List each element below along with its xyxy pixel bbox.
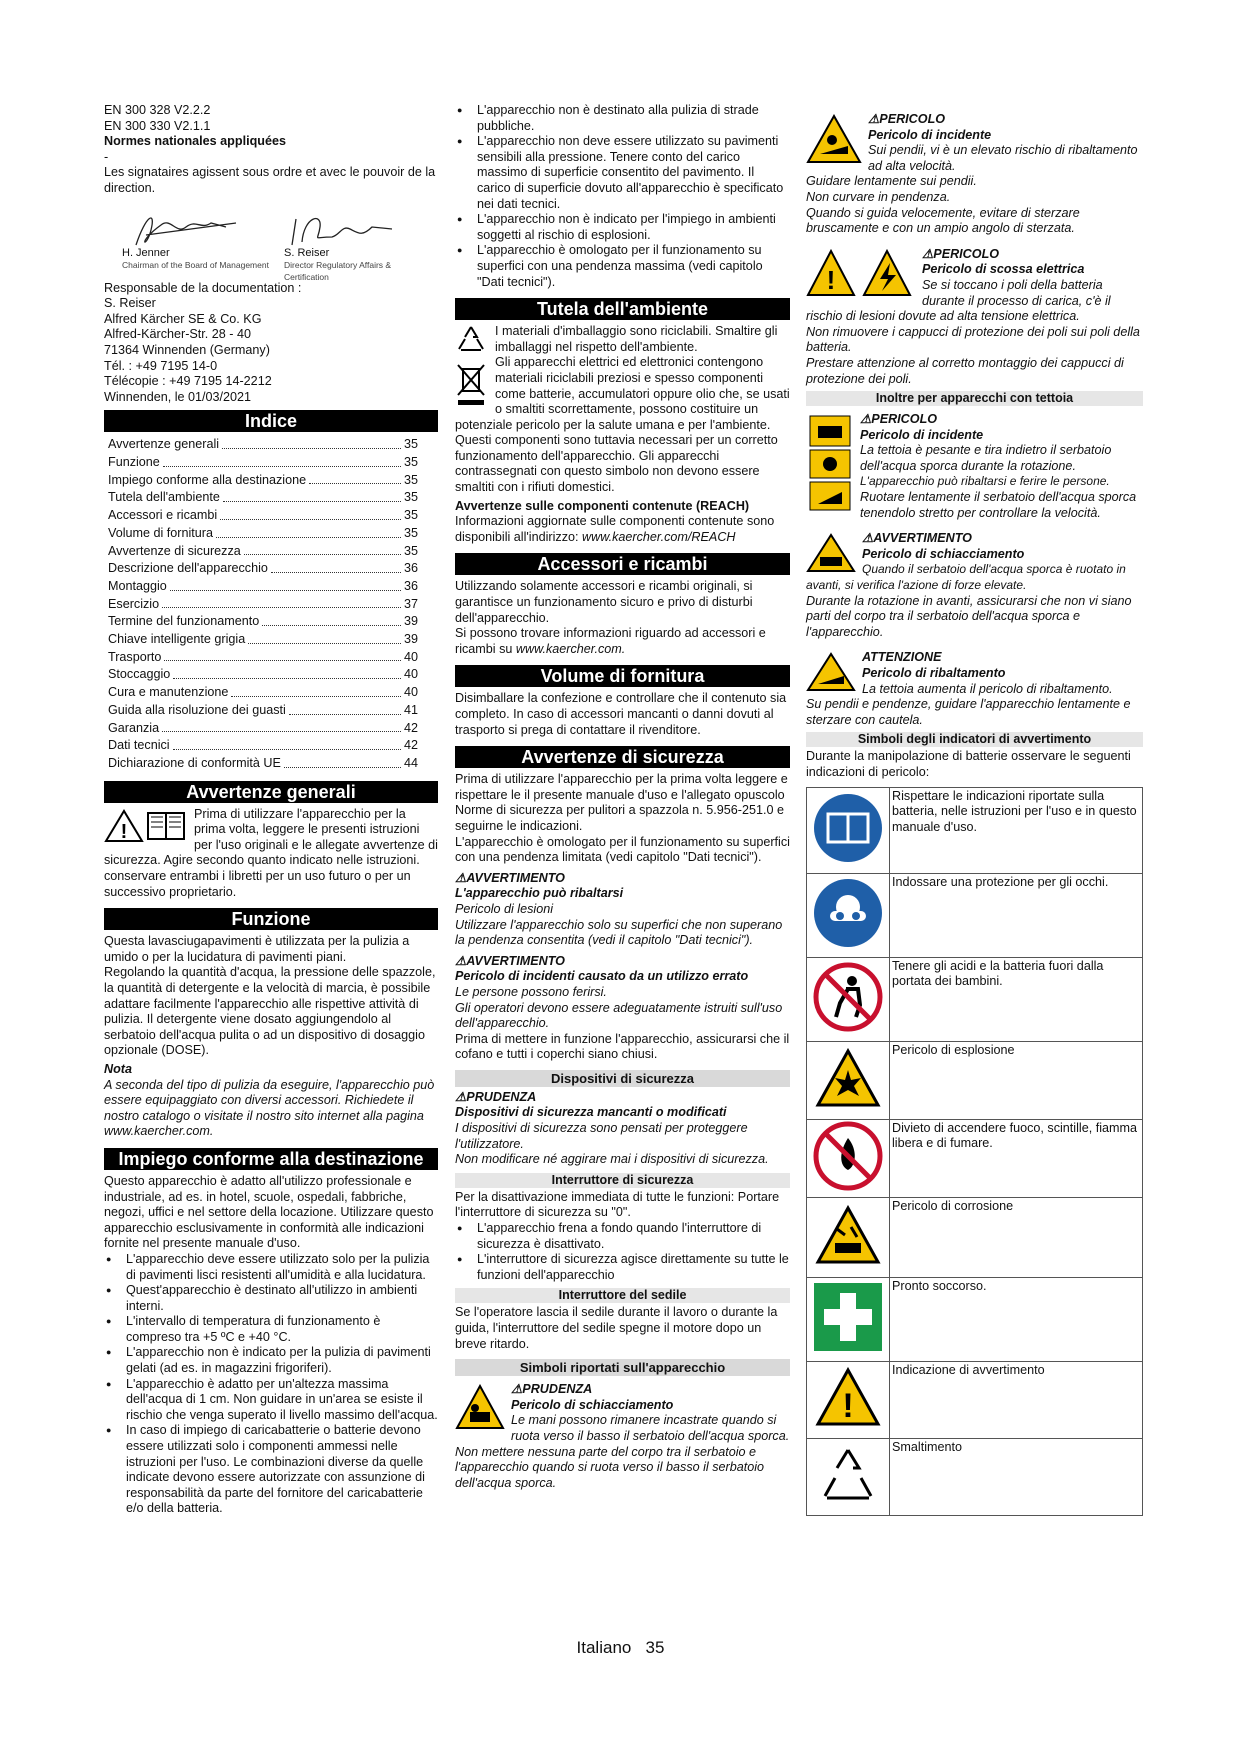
list-item: ● L'intervallo di temperatura di funzionamento è compreso tra +5 ºC e +40 °C.: [126, 1314, 438, 1345]
corrosion-icon: [815, 1205, 881, 1265]
avvertimento-block: [806, 531, 1143, 640]
reach-link[interactable]: www.kaercher.com/REACH: [582, 529, 736, 544]
table-row: [807, 1361, 1143, 1438]
table-cell: Rispettare le indicazioni riportate sulla batteria, nelle istruzioni per l'uso e in questo manuale d'uso.: [890, 787, 1143, 873]
toc-row[interactable]: [108, 702, 418, 720]
warning-text: Sui pendii, vi è un elevato rischio di ribaltamento ad alta velocità.: [868, 143, 1138, 173]
toc-page: 36: [403, 578, 418, 593]
toc-label: Accessori e ricambi: [108, 508, 218, 523]
warning-label: ⚠AVVERTIMENTO: [455, 870, 565, 885]
warning-title: Pericolo di incidente: [860, 427, 984, 442]
toc-row[interactable]: [108, 631, 418, 649]
avvertenze-generali-text2: conservare entrambi i libretti per un uso futuro o per un successivo proprietario.: [104, 869, 411, 899]
eye-protection-icon: [812, 877, 884, 949]
simboli-indicatori-heading: Simboli degli indicatori di avvertimento: [806, 732, 1143, 747]
funzione-heading: Funzione: [104, 908, 438, 930]
address-line: Tél. : +49 7195 14-0: [104, 358, 218, 373]
toc-label: Impiego conforme alla destinazione: [108, 472, 307, 487]
toc-row[interactable]: [108, 596, 418, 614]
toc-label: Termine del funzionamento: [108, 614, 260, 629]
interruttore-heading: Interruttore di sicurezza: [455, 1173, 790, 1188]
reach-text: Informazioni aggiornate sulle componenti contenute sono disponibili all'indirizzo: www.kaercher.com/REACH: [455, 514, 775, 544]
impiego-heading: Impiego conforme alla destinazione: [104, 1148, 438, 1170]
tipping-hazard-icon: [806, 114, 862, 164]
attenzione-block: [806, 650, 1143, 728]
sig2-name: S. Reiser: [284, 246, 330, 259]
warning-title: Pericolo di incidente: [868, 127, 992, 142]
warning-book-icon: [104, 809, 188, 843]
table-cell: Indossare una protezione per gli occhi.: [890, 873, 1143, 957]
keep-children-away-icon: [812, 961, 884, 1033]
dash: -: [104, 149, 109, 164]
warning-sub: Pericolo di lesioni: [455, 901, 554, 916]
toc-page: 40: [403, 649, 418, 664]
accessori-link[interactable]: www.kaercher.com.: [515, 641, 626, 656]
signatures: [104, 205, 438, 282]
toc-label: Trasporto: [108, 649, 162, 664]
warning-text: Non rimuovere i cappucci di protezione dei poli sui poli della batteria.: [806, 324, 1140, 355]
toc-page: 41: [403, 702, 418, 717]
column-1: [104, 103, 438, 1517]
table-cell: Pronto soccorso.: [890, 1277, 1143, 1361]
accessori-text2: Si possono trovare informazioni riguardo ad accessori e ricambi su www.kaercher.com.: [455, 626, 766, 656]
sig1-role: Chairman of the Board of Management: [122, 259, 269, 270]
signature-reiser-image: [282, 207, 402, 252]
toc-label: Volume di fornitura: [108, 525, 214, 540]
toc-row[interactable]: [108, 737, 418, 755]
warning-text: I dispositivi di sicurezza sono pensati per proteggere l'utilizzatore.: [455, 1121, 748, 1151]
sedile-text: Se l'operatore lascia il sedile durante il lavoro o durante la guida, l'interruttore del sedile spegne il motore dopo un breve ritardo.: [455, 1305, 778, 1351]
warning-sub: Le persone possono ferirsi.: [455, 984, 607, 999]
toc-page: 35: [403, 508, 418, 523]
interruttore-list: [455, 1221, 790, 1283]
symbols-table: [806, 787, 1143, 1516]
toc-page: 39: [403, 614, 418, 629]
warning-label: ⚠PERICOLO: [860, 412, 938, 427]
toc-row[interactable]: [108, 525, 418, 543]
toc-label: Avvertenze di sicurezza: [108, 543, 241, 558]
svg-text:!: !: [842, 1387, 854, 1426]
warning-label: ⚠PERICOLO: [868, 112, 946, 126]
reach-title: Avvertenze sulle componenti contenute (REACH): [455, 498, 750, 513]
tettoia-heading: Inoltre per apparecchi con tettoia: [806, 391, 1143, 406]
warning-title: Pericolo di ribaltamento: [862, 666, 1006, 680]
warning-text2: Non modificare né aggirare mai i dispositivi di sicurezza.: [455, 1152, 769, 1167]
address-line: Winnenden, le 01/03/2021: [104, 389, 252, 404]
svg-text:!: !: [120, 820, 128, 843]
toc-page: 39: [403, 632, 418, 647]
dispositivi-heading: Dispositivi di sicurezza: [455, 1070, 790, 1087]
avvertenze-generali-heading: Avvertenze generali: [104, 781, 438, 803]
toc-row[interactable]: [108, 507, 418, 525]
address-line: Alfred-Kärcher-Str. 28 - 40: [104, 327, 251, 342]
list-item: ● L'apparecchio è omologato per il funzionamento su superfici con una pendenza massima (vedi capitolo "Dati tecnici").: [477, 243, 790, 290]
simboli-heading: Simboli riportati sull'apparecchio: [455, 1359, 790, 1376]
address-line: S. Reiser: [104, 296, 156, 311]
warning-title: Pericolo di schiacciamento: [862, 546, 1025, 561]
warning-text: Durante la rotazione in avanti, assicurarsi che non vi siano parti del corpo tra il serbatoio dell'acqua sporca e l'apparecchio.: [806, 593, 1132, 639]
warning-text: Su pendii e pendenze, guidare l'apparecchio lentamente e sterzare con cautela.: [806, 697, 1131, 727]
warning-text: Guidare lentamente sui pendii.: [806, 174, 977, 189]
impiego-list: [104, 1252, 438, 1517]
warning-icon: [815, 1367, 881, 1427]
toc-row[interactable]: [108, 489, 418, 507]
header-line: EN 300 328 V2.2.2: [104, 103, 211, 117]
funzione-text: Questa lavasciugapavimenti è utilizzata per la pulizia a umido o per la lucidatura di pavimenti piani.: [104, 934, 410, 964]
toc-label: Avvertenze generali: [108, 437, 220, 452]
header-line: EN 300 330 V2.1.1: [104, 118, 211, 133]
toc-label: Dichiarazione di conformità UE: [108, 755, 281, 770]
toc-row[interactable]: [108, 666, 418, 684]
toc-page: 37: [403, 596, 418, 611]
warning-text: Ruotare lentamente il serbatoio dell'acqua sporca tenendolo stretto per controllare la velocità.: [860, 490, 1137, 520]
warning-text: Le mani possono rimanere incastrate quando si ruota verso il basso il serbatoio dell'acqua sporca.: [511, 1413, 790, 1443]
table-cell: Divieto di accendere fuoco, scintille, fiamma libera e di fumare.: [890, 1119, 1143, 1197]
address-line: Télécopie : +49 7195 14-2212: [104, 374, 272, 389]
page-footer: [0, 1640, 1241, 1656]
nota-title: Nota: [104, 1061, 132, 1076]
tipping-hazard-icon: [806, 652, 856, 692]
toc-page: 35: [403, 472, 418, 487]
toc-label: Cura e manutenzione: [108, 685, 229, 700]
address-block: [104, 281, 438, 406]
warning-label: ⚠PRUDENZA: [511, 1382, 593, 1397]
volume-heading: Volume di fornitura: [455, 665, 790, 687]
toc-page: 44: [403, 755, 418, 770]
list-item: ● In caso di impiego di caricabatterie o batterie devono essere utilizzati solo i componenti ammessi nelle istruzioni per l'uso. Le combinazioni diverse da quelle indicate devono essere autorizzate con assunzione di responsabilità da parte del fornitore del caricabatterie e/o della batteria.: [126, 1423, 438, 1517]
tutela-text2: Gli apparecchi elettrici ed elettronici contengono materiali riciclabili preziosi e spesso componenti come batterie, accumulatori oppure olio che, se usati o smaltiti scorrettamente, possono costituire un potenziale pericolo per la salute umana e per l'ambiente. Questi componenti sono tuttavia necessari per un corretto funzionamento dell'apparecchio. Gli apparecchi contrassegnati con questo simbolo non devono essere smaltiti con i rifiuti domestici.: [455, 355, 790, 495]
svg-text:!: !: [826, 264, 836, 295]
toc-page: 40: [403, 685, 418, 700]
toc-label: Descrizione dell'apparecchio: [108, 561, 268, 576]
page-number: 35: [645, 1638, 665, 1657]
warning-title: Pericolo di incidenti causato da un utilizzo errato: [455, 969, 749, 984]
toc-label: Chiave intelligente grigia: [108, 632, 246, 647]
warning-label: ⚠AVVERTIMENTO: [862, 531, 972, 546]
toc-page: 35: [403, 455, 418, 470]
table-row: [807, 1119, 1143, 1197]
sicurezza-text: Prima di utilizzare l'apparecchio per la prima volta leggere e rispettare le il presente manuale d'uso e l'allegato opuscolo Norme di sicurezza per pulitori a spazzola n. 5.956-251.0 e seguirne le indicazioni.: [455, 772, 788, 833]
list-item: ● L'apparecchio frena a fondo quando l'interruttore di sicurezza è disattivato.: [477, 1221, 790, 1252]
tutela-block: [455, 324, 790, 496]
address-line: Alfred Kärcher SE & Co. KG: [104, 311, 262, 326]
table-cell: Smaltimento: [890, 1438, 1143, 1515]
address-line: 71364 Winnenden (Germany): [104, 342, 270, 357]
warning-text: Quando si guida velocemente, evitare di sterzare bruscamente e con un ampio angolo di sterzata.: [806, 205, 1080, 236]
signataires-text: Les signataires agissent sous ordre et avec le pouvoir de la direction.: [104, 165, 436, 195]
warning-label: ATTENZIONE: [862, 650, 942, 665]
toc-row[interactable]: [108, 720, 418, 738]
pericolo-block-1: [806, 112, 1143, 237]
table-row: [807, 957, 1143, 1041]
toc-page: 35: [403, 490, 418, 505]
list-item: ● L'interruttore di sicurezza agisce direttamente su tutte le funzioni dell'apparecchio: [477, 1252, 790, 1283]
accessori-heading: Accessori e ricambi: [455, 553, 790, 575]
first-aid-icon: [812, 1281, 884, 1353]
warning-label: ⚠PRUDENZA: [455, 1089, 537, 1104]
toc-row[interactable]: [108, 684, 418, 702]
crush-hazard-icon: [455, 1384, 505, 1430]
toc-row[interactable]: [108, 472, 418, 490]
toc-label: Tutela dell'ambiente: [108, 490, 220, 505]
warning-text: Gli operatori devono essere adeguatamente istruiti sull'uso dell'apparecchio.: [455, 1000, 783, 1031]
warning-text: Se si toccano i poli della batteria durante il processo di carica, c'è il rischio di lesioni dovute ad alta tensione elettrica.: [806, 277, 1111, 324]
toc-label: Funzione: [108, 455, 160, 470]
toc-label: Guida alla risoluzione dei guasti: [108, 702, 286, 717]
warning-text2: Non mettere nessuna parte del corpo tra il serbatoio e l'apparecchio quando si ruota verso il basso il serbatoio dell'acqua sporca.: [455, 1444, 765, 1490]
tutela-text1: I materiali d'imballaggio sono riciclabili. Smaltire gli imballaggi nel rispetto dell'ambiente.: [495, 324, 778, 354]
toc-row[interactable]: [108, 436, 418, 454]
warning-text: Prestare attenzione al corretto montaggio dei cappucci di protezione dei poli.: [806, 355, 1124, 386]
toc-page: 35: [403, 437, 418, 452]
table-cell: Pericolo di esplosione: [890, 1041, 1143, 1119]
address-line: Responsable de la documentation :: [104, 280, 302, 295]
volume-text: Disimballare la confezione e controllare che il contenuto sia completo. In caso di accessori mancanti o danni dovuti al trasporto si prega di contattare il rivenditore.: [455, 691, 787, 737]
crush-hazard-icon: [806, 533, 856, 573]
table-cell: Indicazione di avvertimento: [890, 1361, 1143, 1438]
toc-row[interactable]: [108, 560, 418, 578]
warning-label: ⚠AVVERTIMENTO: [455, 953, 565, 968]
column-2: [455, 103, 790, 1491]
accessori-text: Utilizzando solamente accessori e ricambi originali, si garantisce un funzionamento sicuro e privo di disturbi dell'apparecchio.: [455, 579, 753, 625]
warning-text: La tettoia aumenta il pericolo di ribaltamento.: [862, 681, 1113, 696]
list-item: ● L'apparecchio non è indicato per la pulizia di pavimenti gelati (ad es. in magazzini frigoriferi).: [126, 1345, 438, 1376]
toc-label: Esercizio: [108, 596, 160, 611]
toc-page: 35: [403, 543, 418, 558]
crossed-bin-icon: [455, 363, 487, 407]
sig2-role: Director Regulatory Affairs & Certification: [284, 259, 392, 282]
avvertenze-generali-text: Prima di utilizzare l'apparecchio per la prima volta, leggere le presenti istruzioni per l'uso originali e le allegate avvertenze di sicurezza. Agire secondo quanto indicato nelle istruzioni.: [104, 806, 438, 868]
toc-page: 42: [403, 738, 418, 753]
warning-title: Dispositivi di sicurezza mancanti o modificati: [455, 1105, 727, 1120]
sedile-heading: Interruttore del sedile: [455, 1288, 790, 1303]
column-3: [806, 112, 1143, 1516]
warning-text: Utilizzare l'apparecchio solo su superfici che non superano la pendenza consentita (vedi il capitolo "Dati tecnici").: [455, 917, 783, 948]
table-cell: Pericolo di corrosione: [890, 1197, 1143, 1277]
sicurezza-text2: L'apparecchio è omologato per il funzionamento su superfici con una pendenza limitata (vedi capitolo "Dati tecnici").: [455, 834, 790, 865]
impiego-list-cont: [455, 103, 790, 290]
table-row: [807, 1041, 1143, 1119]
toc-label: Montaggio: [108, 578, 167, 593]
toc-row[interactable]: [108, 543, 418, 561]
toc-page: 35: [403, 525, 418, 540]
nota-text: A seconda del tipo di pulizia da eseguire, l'apparecchio può essere equipaggiato con diversi accessori. Richiedete il nostro catalogo o visitate il nostro sito internet alla pagina www.kaercher.com.: [104, 1077, 435, 1139]
recycle-icon: [455, 324, 487, 354]
table-row: [807, 1277, 1143, 1361]
indice-heading: Indice: [104, 410, 438, 432]
footer-language: Italiano: [576, 1638, 632, 1657]
toc-label: Dati tecnici: [108, 738, 170, 753]
list-item: ● L'apparecchio è adatto per un'altezza massima dell'acqua di 1 cm. Non guidare in un'area se esiste il rischio che venga superato il livello massimo dell'acqua.: [126, 1377, 438, 1424]
warning-text: Non curvare in pendenza.: [806, 189, 951, 204]
sicurezza-heading: Avvertenze di sicurezza: [455, 746, 790, 768]
table-row: [807, 787, 1143, 873]
list-item: ● L'apparecchio deve essere utilizzato solo per la pulizia di pavimenti lisci resistenti all'umidità e alla lucidatura.: [126, 1252, 438, 1283]
warning-text: L'apparecchio può ribaltarsi e ferire le persone.: [860, 474, 1110, 489]
electric-shock-icon: [806, 249, 916, 297]
impiego-text: Questo apparecchio è adatto all'utilizzo professionale e industriale, ad es. in hotel, scuole, ospedali, fabbriche, negozi, uffici e nel settore della locazione. Utilizzare questo apparecchio esclusivamente in conformità alle indicazioni fornite nel presente manuale d'uso.: [104, 1173, 434, 1251]
warning-text: La tettoia è pesante e tira indietro il serbatoio dell'acqua sporca durante la rotazione.: [860, 443, 1112, 473]
table-row: [807, 1197, 1143, 1277]
warning-title: Pericolo di scossa elettrica: [922, 262, 1085, 277]
toc-row[interactable]: [108, 613, 418, 631]
pericolo-block-3: [806, 412, 1143, 521]
normes-title: Normes nationales appliquées: [104, 134, 286, 149]
table-cell: Tenere gli acidi e la batteria fuori dalla portata dei bambini.: [890, 957, 1143, 1041]
toc-label: Garanzia: [108, 720, 160, 735]
toc-row[interactable]: [108, 755, 418, 773]
no-fire-icon: [812, 1120, 884, 1192]
list-item: ● L'apparecchio non è indicato per l'impiego in ambienti soggetti al rischio di esplosioni.: [477, 212, 790, 243]
warning-text: Quando il serbatoio dell'acqua sporca è ruotato in avanti, si verifica l'azione di forze elevate.: [806, 562, 1126, 593]
pericolo-block-2: [806, 247, 1143, 387]
toc-row[interactable]: [108, 649, 418, 667]
toc-page: 36: [403, 561, 418, 576]
warning-title: L'apparecchio può ribaltarsi: [455, 886, 624, 901]
signature-jenner-image: [116, 205, 246, 250]
list-item: ● L'apparecchio non deve essere utilizzato su pavimenti sensibili alla pressione. Tenere conto del carico massimo di superficie consentito del pavimento. Il carico di superficie dovuto all'apparecchio è specificato nei dati tecnici.: [477, 134, 790, 212]
warning-text2: Prima di mettere in funzione l'apparecchio, assicurarsi che il cofano e tutti i coperchi siano chiusi.: [455, 1031, 790, 1062]
simboli-text: Durante la manipolazione di batterie osservare le seguenti indicazioni di pericolo:: [806, 749, 1131, 779]
table-of-contents: [108, 436, 418, 772]
list-item: ● L'apparecchio non è destinato alla pulizia di strade pubbliche.: [477, 103, 790, 134]
avvertenze-generali-block: [104, 807, 438, 901]
toc-label: Stoccaggio: [108, 667, 171, 682]
toc-row[interactable]: [108, 578, 418, 596]
recycling-icon: [815, 1444, 881, 1504]
toc-page: 42: [403, 720, 418, 735]
warning-label: ⚠PERICOLO: [922, 246, 1000, 261]
table-row: [807, 1438, 1143, 1515]
prudenza-block: [455, 1382, 790, 1491]
warning-title: Pericolo di schiacciamento: [511, 1397, 674, 1412]
interruttore-text: Per la disattivazione immediata di tutte le funzioni: Portare l'interruttore di sicurezza su "0".: [455, 1189, 780, 1220]
toc-page: 40: [403, 667, 418, 682]
tutela-heading: Tutela dell'ambiente: [455, 298, 790, 320]
toc-row[interactable]: [108, 454, 418, 472]
funzione-text2: Regolando la quantità d'acqua, la pressione delle spazzole, la quantità di detergente e la velocità di marcia, è possibile adattare facilmente l'apparecchio alle rispettive attività di pulizia. Il detergente viene dosato aggiungendolo al serbatoio dell'acqua pulita o ad un dispositivo di dosaggio opzionale (DOSE).: [104, 965, 436, 1058]
table-row: [807, 873, 1143, 957]
canopy-hazard-icon: [806, 414, 854, 514]
list-item: ● Quest'apparecchio è destinato all'utilizzo in ambienti interni.: [126, 1283, 438, 1314]
read-manual-icon: [812, 792, 884, 864]
explosion-icon: [815, 1048, 881, 1108]
sig1-name: H. Jenner: [122, 246, 170, 259]
